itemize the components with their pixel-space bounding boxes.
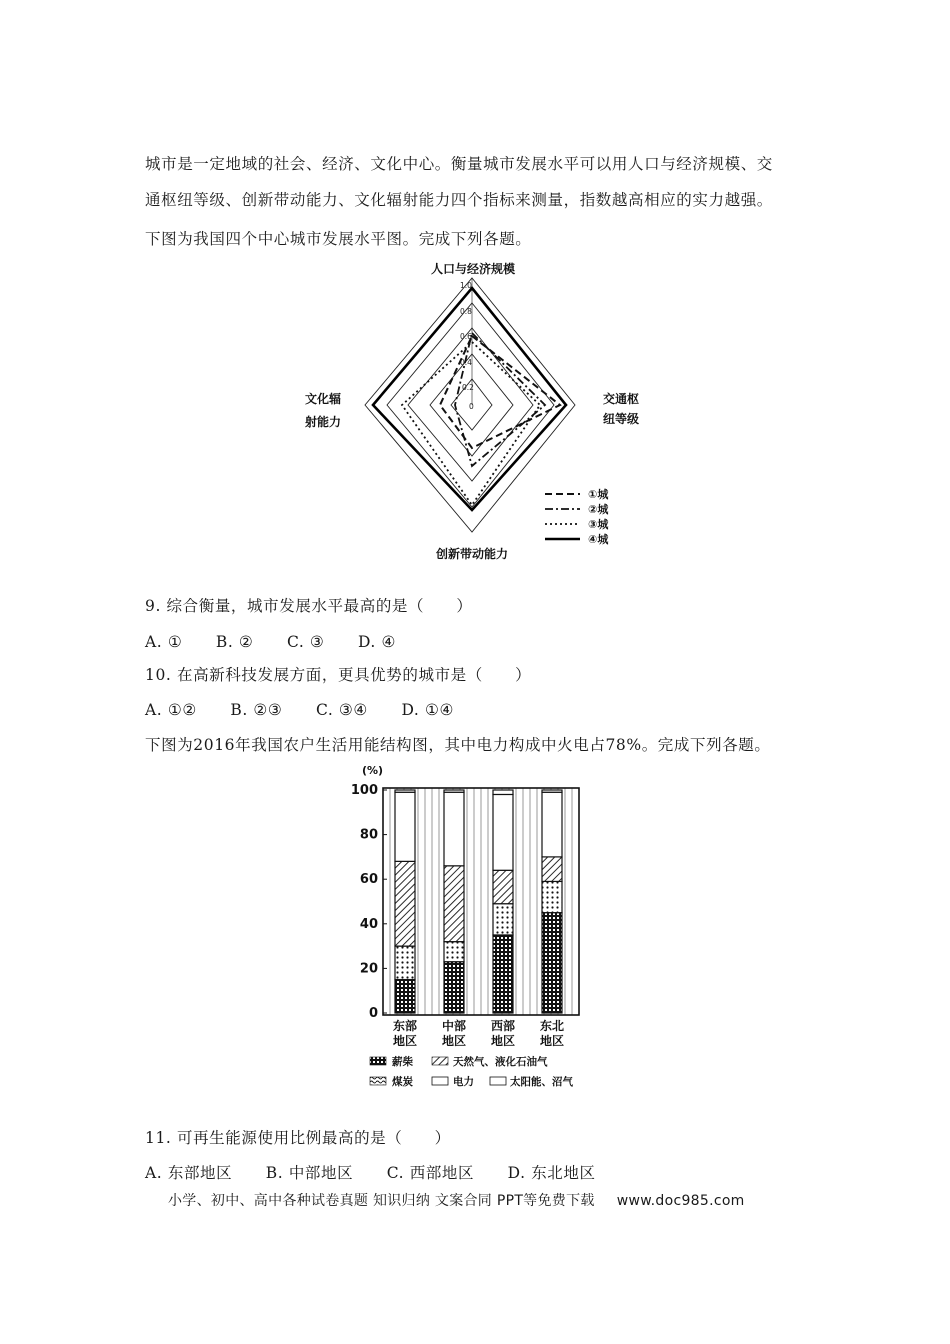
question-9-stem: 9. 综合衡量，城市发展水平最高的是（ ）	[145, 597, 473, 615]
question-10-options	[145, 700, 482, 720]
radar-legend	[545, 488, 609, 546]
question-11-stem: 11. 可再生能源使用比例最高的是（ ）	[145, 1129, 451, 1147]
x-category-label: 东北	[539, 1019, 565, 1033]
question-10-stem: 10. 在高新科技发展方面，更具优势的城市是（ ）	[145, 666, 532, 684]
bar-segment	[542, 913, 562, 1013]
bar-segment	[542, 857, 562, 882]
bar-legend-label-gas: 天然气、液化石油气	[453, 1056, 548, 1068]
radar-axis-label-top: 人口与经济规模	[431, 262, 516, 276]
x-category-label: 地区	[392, 1034, 418, 1048]
footer-url[interactable]: www.doc985.com	[616, 1193, 745, 1209]
x-category-label: 东部	[392, 1019, 418, 1033]
question-11-options	[145, 1163, 624, 1183]
radar-axis-label-right-2: 纽等级	[603, 412, 640, 426]
footer	[168, 1190, 745, 1210]
radar-tick-0: 0	[469, 402, 474, 411]
x-category-label: 西部	[490, 1019, 516, 1033]
q11-option-b: B. 中部地区	[265, 1164, 354, 1182]
x-category-label: 中部	[441, 1019, 467, 1033]
bar-segment	[493, 935, 513, 1013]
radar-axis-label-bottom: 创新带动能力	[436, 547, 509, 561]
q10-option-d: D. ①④	[401, 701, 454, 719]
q10-option-b: B. ②③	[230, 701, 283, 719]
q10-option-c: C. ③④	[315, 701, 368, 719]
bar-segment	[493, 904, 513, 935]
q9-option-c: C. ③	[286, 633, 325, 651]
radar-axis-label-left-1: 文化辐	[305, 392, 342, 406]
q9-option-b: B. ②	[215, 633, 254, 651]
radar-legend-label-3: ③城	[588, 518, 609, 531]
x-category-label: 地区	[539, 1034, 565, 1048]
q9-option-a: A. ①	[145, 633, 183, 651]
bar-legend-label-coal: 煤炭	[392, 1076, 413, 1088]
intro-line-3: 下图为我国四个中心城市发展水平图。完成下列各题。	[145, 230, 532, 248]
q11-option-c: C. 西部地区	[386, 1164, 475, 1182]
bar-segment	[395, 980, 415, 1013]
intro-line-1: 城市是一定地域的社会、经济、文化中心。衡量城市发展水平可以用人口与经济规模、交	[145, 155, 773, 173]
radar-axis-label-left-2: 射能力	[305, 415, 342, 429]
q11-option-a: A. 东部地区	[145, 1164, 233, 1182]
intro-line-2: 通枢纽等级、创新带动能力、文化辐射能力四个指标来测量，指数越高相应的实力越强。	[145, 191, 773, 209]
y-tick-label: 20	[359, 961, 378, 977]
energy-structure-chart	[340, 760, 600, 1100]
bar-legend	[370, 1055, 573, 1088]
radar-tick-0.2: 0.2	[462, 383, 474, 392]
bar-segment	[395, 792, 415, 861]
bar-segment	[493, 870, 513, 903]
radar-legend-label-2: ②城	[588, 503, 609, 516]
bar-segment	[444, 866, 464, 942]
radar-tick-0.4: 0.4	[460, 358, 472, 367]
question-9-options	[145, 632, 424, 652]
radar-legend-label-1: ①城	[588, 488, 609, 501]
bar-legend-label-firewood: 薪柴	[392, 1056, 413, 1068]
bar-segment	[493, 794, 513, 870]
y-tick-label: 60	[359, 872, 378, 888]
radar-tick-0.8: 0.8	[460, 307, 472, 316]
q9-option-d: D. ④	[357, 633, 396, 651]
bar-segment	[542, 792, 562, 857]
bar-segment	[444, 942, 464, 962]
bar-segment	[444, 962, 464, 1013]
x-category-label: 地区	[441, 1034, 467, 1048]
bar-segment	[542, 881, 562, 912]
y-tick-label: 80	[359, 827, 378, 843]
y-tick-label: 0	[368, 1006, 378, 1021]
bar-segment	[542, 790, 562, 792]
bar-segment	[395, 946, 415, 979]
radar-series-city-4	[373, 288, 566, 510]
bar-segment	[395, 861, 415, 946]
intro2-text: 下图为2016年我国农户生活用能结构图，其中电力构成中火电占78%。完成下列各题。	[145, 736, 771, 754]
bar-legend-label-electricity: 电力	[453, 1076, 474, 1088]
bar-segment	[444, 792, 464, 866]
y-axis-unit: (%)	[362, 764, 384, 777]
bar-segment	[444, 790, 464, 792]
radar-axis-label-right-1: 交通枢	[603, 392, 640, 406]
footer-text: 小学、初中、高中各种试卷真题 知识归纳 文案合同 PPT等免费下载	[168, 1193, 595, 1209]
radar-tick-0.6: 0.6	[460, 332, 472, 341]
q10-option-a: A. ①②	[145, 701, 197, 719]
y-tick-label: 40	[359, 916, 378, 932]
q11-option-d: D. 东北地区	[507, 1164, 596, 1182]
y-tick-label: 100	[350, 783, 378, 798]
x-category-label: 地区	[490, 1034, 516, 1048]
radar-legend-label-4: ④城	[588, 533, 609, 546]
radar-tick-1.0: 1.0	[460, 281, 472, 290]
bar-segment	[395, 790, 415, 792]
bar-legend-label-solar: 太阳能、沼气	[510, 1076, 573, 1088]
radar-chart	[290, 258, 660, 563]
bar-segment	[493, 790, 513, 794]
